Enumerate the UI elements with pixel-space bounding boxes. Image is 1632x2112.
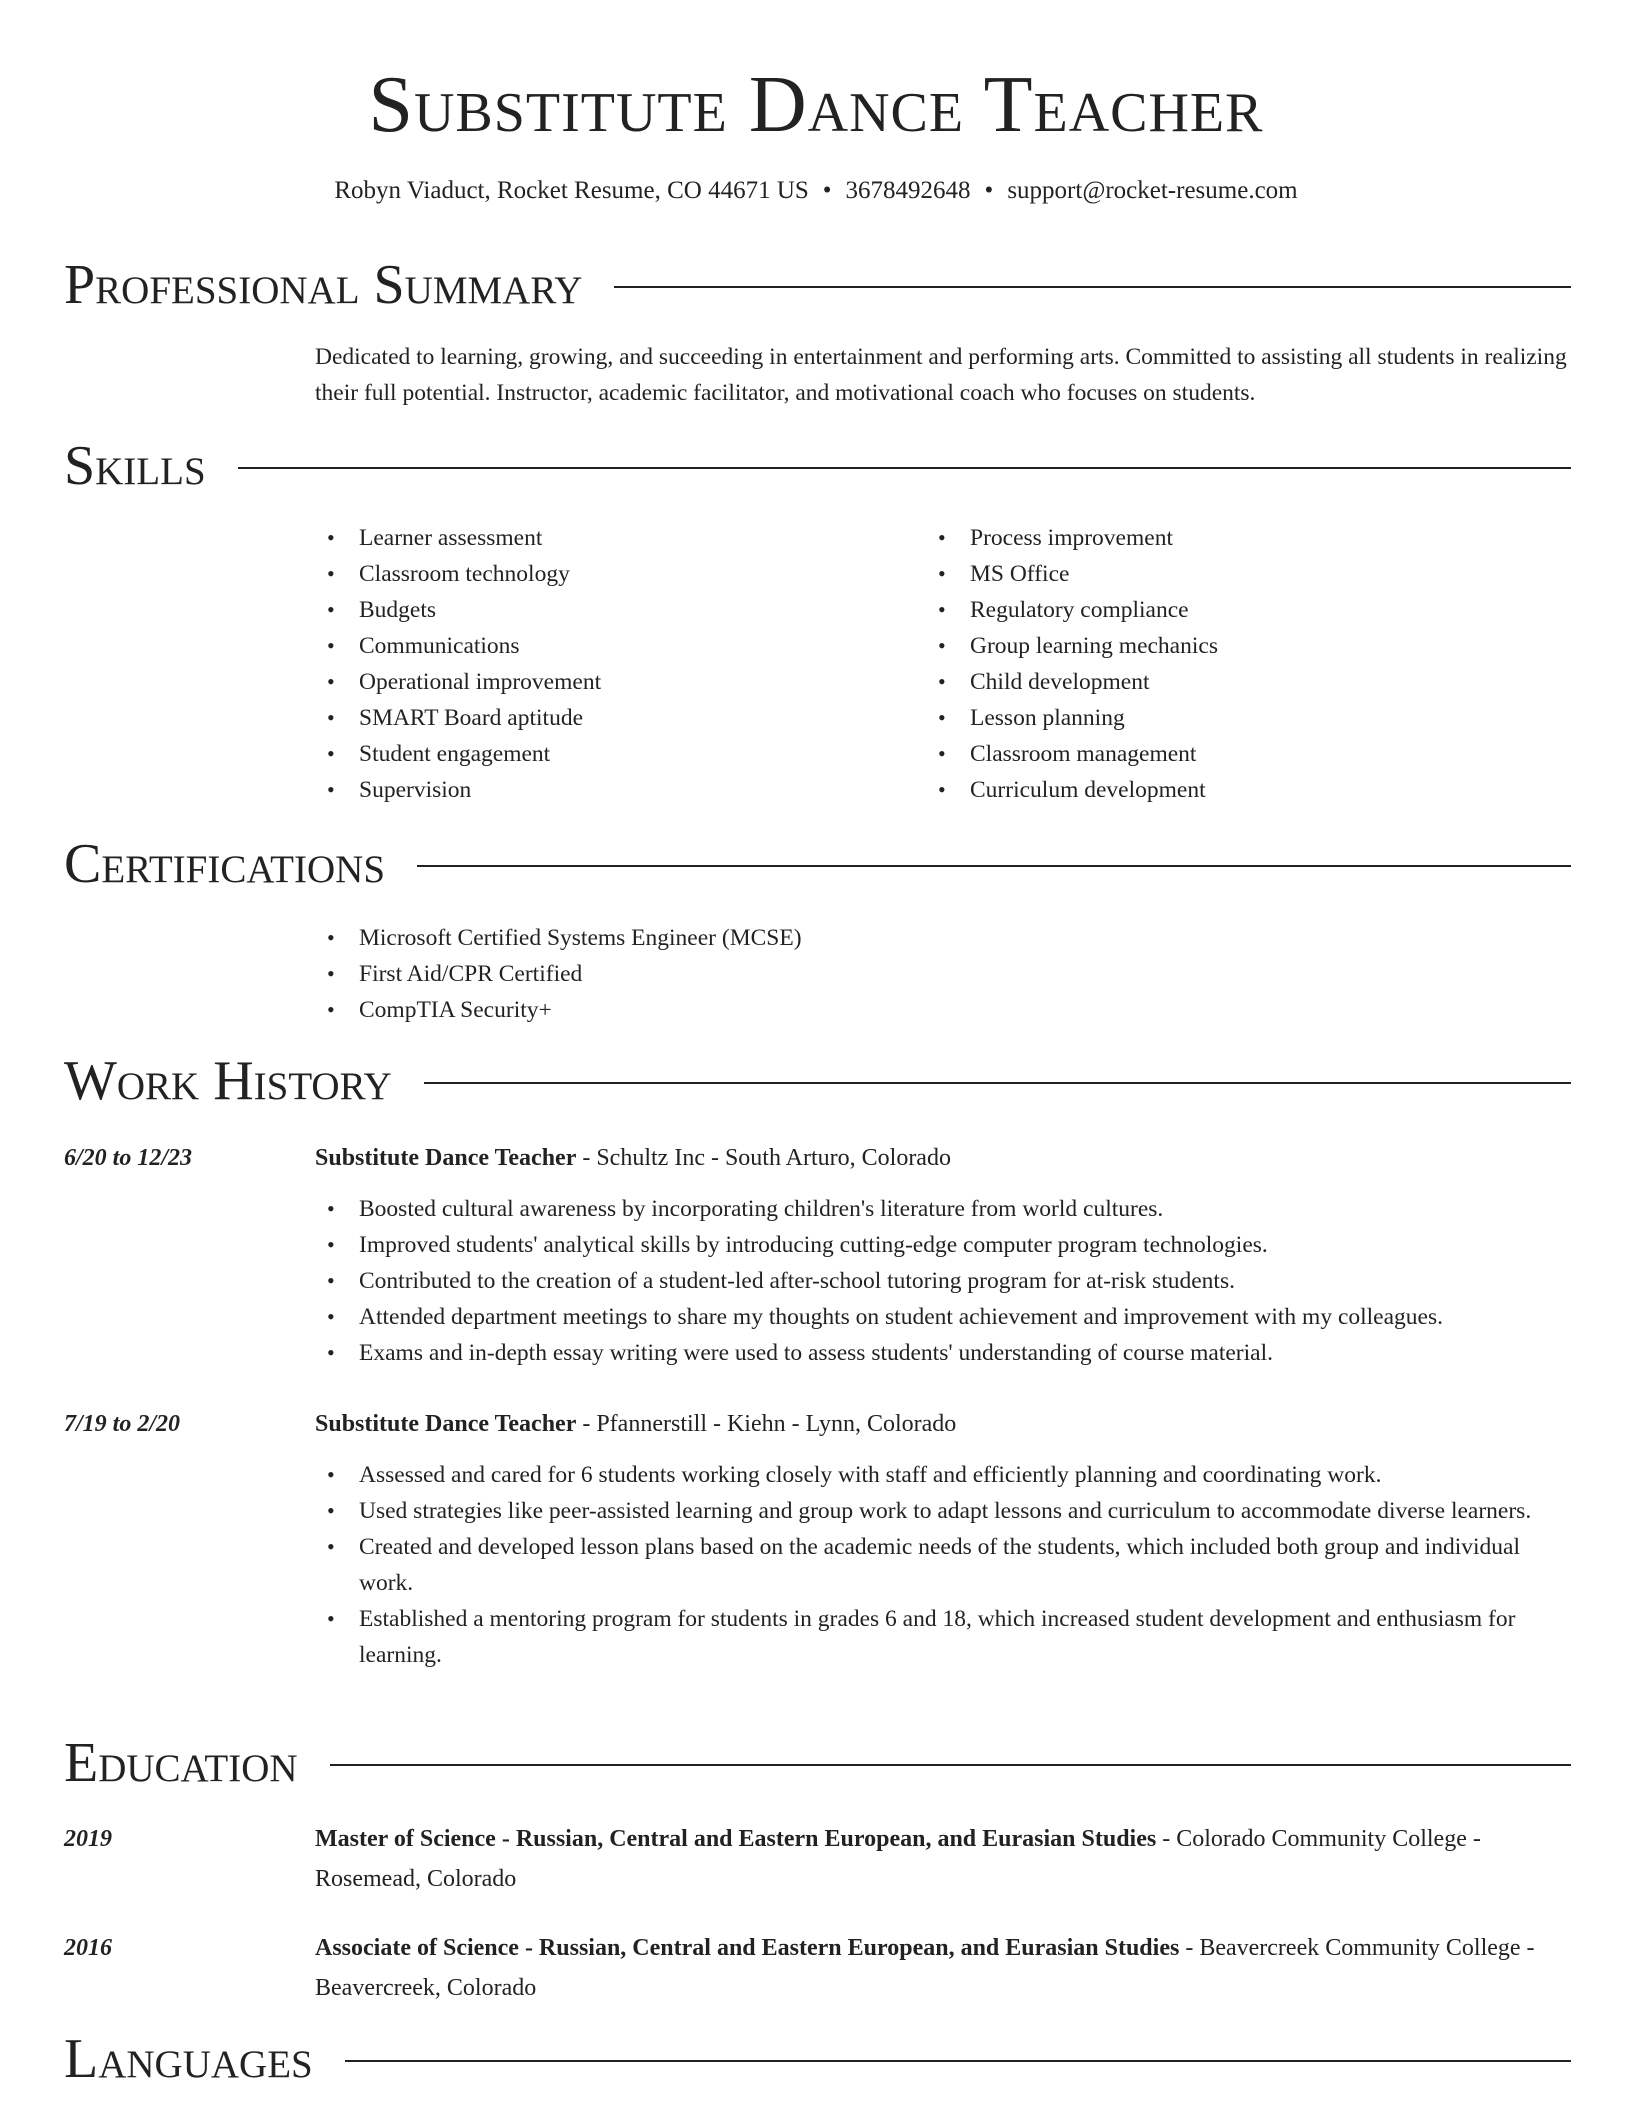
education-year: 2019 — [64, 1826, 112, 1852]
summary-section-header — [64, 250, 1571, 320]
contact-separator: • — [984, 177, 994, 204]
skill-item: • Budgets — [315, 592, 915, 628]
skill-item: • Classroom technology — [315, 556, 915, 592]
skill-item: • Learner assessment — [315, 520, 915, 556]
section-divider — [330, 1764, 1571, 1766]
skill-item: • Communications — [315, 628, 915, 664]
job-details: - Schultz Inc - South Arturo, Colorado — [576, 1145, 951, 1171]
skills-heading: Skills — [64, 435, 206, 497]
contact-address: Robyn Viaduct, Rocket Resume, CO 44671 US — [334, 177, 809, 204]
skills-section-header — [64, 431, 1571, 501]
skill-item: • Curriculum development — [926, 772, 1526, 808]
job-bullet: • Created and developed lesson plans based on the academic needs of the students, which included both group and individual work. — [315, 1529, 1575, 1601]
job-bullet: • Attended department meetings to share my thoughts on student achievement and improvement with my colleagues. — [315, 1299, 1575, 1335]
work-heading: Work History — [64, 1050, 392, 1112]
contact-phone: 3678492648 — [845, 177, 971, 204]
summary-text: Dedicated to learning, growing, and succeeding in entertainment and performing arts. Committed to assisting all students in realizing their full potential. Instructor, academic facilitator, and motivational coach who focuses on students. — [315, 344, 1567, 406]
contact-separator: • — [822, 177, 832, 204]
education-school: - Colorado Community College - Rosemead, Colorado — [315, 1826, 1481, 1892]
section-divider — [424, 1082, 1571, 1084]
education-entry — [315, 1928, 1575, 2008]
job-bullet: • Exams and in-depth essay writing were used to assess students' understanding of course material. — [315, 1335, 1575, 1371]
section-divider — [345, 2060, 1571, 2062]
education-year: 2016 — [64, 1935, 112, 1961]
contact-email[interactable]: support@rocket-resume.com — [1007, 177, 1298, 204]
job-header — [315, 1138, 1575, 1178]
job-bullet: • Improved students' analytical skills by introducing cutting-edge computer program technologies. — [315, 1227, 1575, 1263]
skill-item: • Classroom management — [926, 736, 1526, 772]
job-bullet: • Established a mentoring program for students in grades 6 and 18, which increased student development and enthusiasm for learning. — [315, 1601, 1575, 1673]
certifications-list — [315, 920, 1515, 1028]
job-dates: 6/20 to 12/23 — [64, 1145, 193, 1171]
skill-item: • Supervision — [315, 772, 915, 808]
job-bullet: • Assessed and cared for 6 students working closely with staff and efficiently planning and coordinating work. — [315, 1457, 1575, 1493]
certifications-heading: Certifications — [64, 833, 386, 895]
job-bullet: • Boosted cultural awareness by incorporating children's literature from world cultures. — [315, 1191, 1575, 1227]
section-divider — [238, 467, 1571, 469]
job-title: Substitute Dance Teacher — [315, 1411, 577, 1437]
skill-item: • Operational improvement — [315, 664, 915, 700]
work-section-header — [64, 1046, 1571, 1116]
education-school: - Beavercreek Community College - Beavercreek, Colorado — [315, 1935, 1535, 2001]
certification-item: • First Aid/CPR Certified — [315, 956, 1515, 992]
job-bullets — [315, 1191, 1575, 1371]
certification-item: • Microsoft Certified Systems Engineer (MCSE) — [315, 920, 1515, 956]
education-heading: Education — [64, 1732, 298, 1794]
skill-item: • Student engagement — [315, 736, 915, 772]
skill-item: • Process improvement — [926, 520, 1526, 556]
job-header — [315, 1404, 1575, 1444]
resume-title: Substitute Dance Teacher — [368, 61, 1264, 149]
job-title: Substitute Dance Teacher — [315, 1145, 577, 1171]
section-divider — [417, 865, 1571, 867]
skill-item: • Lesson planning — [926, 700, 1526, 736]
skills-list-right — [926, 520, 1526, 808]
skill-item: • Group learning mechanics — [926, 628, 1526, 664]
job-details: - Pfannerstill - Kiehn - Lynn, Colorado — [576, 1411, 957, 1437]
certification-item: • CompTIA Security+ — [315, 992, 1515, 1028]
skill-item: • MS Office — [926, 556, 1526, 592]
education-section-header — [64, 1728, 1571, 1798]
skill-item: • Regulatory compliance — [926, 592, 1526, 628]
section-divider — [614, 286, 1571, 288]
languages-heading: Languages — [64, 2028, 313, 2090]
skill-item: • SMART Board aptitude — [315, 700, 915, 736]
job-bullet: • Used strategies like peer-assisted learning and group work to adapt lessons and curriculum to accommodate diverse learners. — [315, 1493, 1575, 1529]
summary-heading: Professional Summary — [64, 254, 583, 316]
education-entry — [315, 1819, 1575, 1899]
languages-section-header — [64, 2024, 1571, 2094]
contact-line — [0, 174, 1632, 208]
certifications-section-header — [64, 829, 1571, 899]
job-bullets — [315, 1457, 1575, 1673]
education-degree: Master of Science - Russian, Central and Eastern European, and Eurasian Studies — [315, 1826, 1157, 1852]
job-dates: 7/19 to 2/20 — [64, 1411, 181, 1437]
skill-item: • Child development — [926, 664, 1526, 700]
job-bullet: • Contributed to the creation of a student-led after-school tutoring program for at-risk students. — [315, 1263, 1575, 1299]
skills-list-left — [315, 520, 915, 808]
education-degree: Associate of Science - Russian, Central and Eastern European, and Eurasian Studies — [315, 1935, 1180, 1961]
